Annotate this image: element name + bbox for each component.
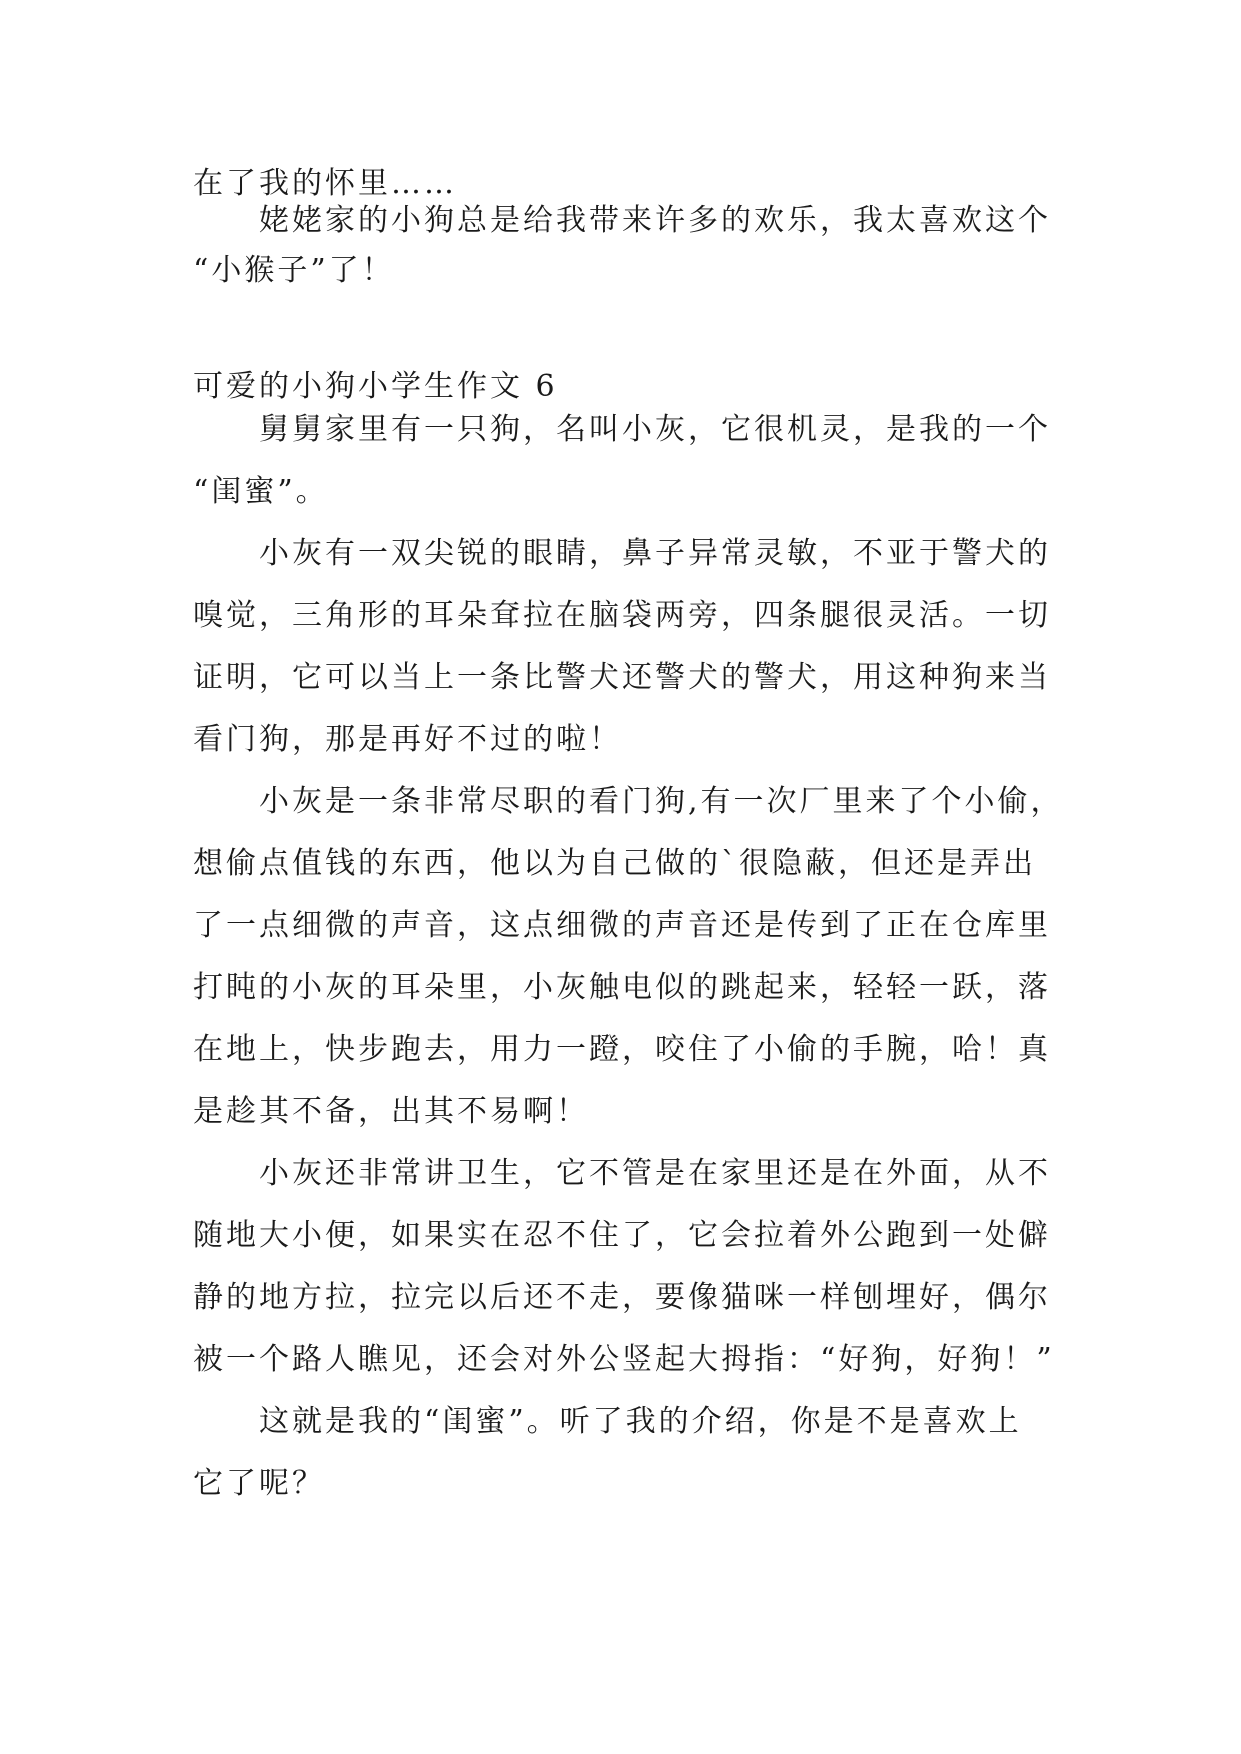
paragraph-2-continued	[193, 585, 1073, 771]
text-line: 小灰是一条非常尽职的看门狗,有一次厂里来了个小偷，	[259, 784, 1064, 819]
text-line: 看门狗，那是再好不过的啦！	[193, 722, 622, 757]
text-line: 在了我的怀里……	[193, 166, 457, 201]
text-line: 随地大小便，如果实在忍不住了，它会拉着外公跑到一处僻	[193, 1218, 1051, 1253]
paragraph-1-continued	[193, 461, 1073, 523]
paragraph-3-continued	[193, 833, 1073, 1143]
text-line: 被一个路人瞧见，还会对外公竖起大拇指：“好狗，好狗！”	[193, 1342, 1055, 1377]
text-line: 姥姥家的小狗总是给我带来许多的欢乐，我太喜欢这个	[259, 203, 1051, 238]
essay-title: 可爱的小狗小学生作文 6	[193, 369, 558, 404]
paragraph-5	[193, 1391, 1073, 1453]
text-line: 嗅觉，三角形的耳朵耷拉在脑袋两旁，四条腿很灵活。一切	[193, 598, 1051, 633]
text-line: 是趁其不备，出其不易啊！	[193, 1094, 589, 1129]
text-line: 了一点细微的声音，这点细微的声音还是传到了正在仓库里	[193, 908, 1051, 943]
text-line: 在地上，快步跑去，用力一蹬，咬住了小偷的手腕，哈！真	[193, 1032, 1051, 1067]
text-line: 打盹的小灰的耳朵里，小灰触电似的跳起来，轻轻一跃，落	[193, 970, 1051, 1005]
text-line: 舅舅家里有一只狗，名叫小灰，它很机灵，是我的一个	[259, 412, 1051, 447]
text-line: 证明，它可以当上一条比警犬还警犬的警犬，用这种狗来当	[193, 660, 1051, 695]
text-line: “小猴子”了！	[193, 253, 395, 288]
paragraph-4-continued	[193, 1205, 1073, 1391]
paragraph-continued	[193, 240, 1073, 302]
text-line: “闺蜜”。	[193, 474, 329, 509]
text-line: 它了呢？	[193, 1466, 325, 1501]
closing-paragraph-continued	[193, 240, 1073, 302]
text-line: 静的地方拉，拉完以后还不走，要像猫咪一样刨埋好，偶尔	[193, 1280, 1051, 1315]
text-line: 这就是我的“闺蜜”。听了我的介绍，你是不是喜欢上	[259, 1404, 1022, 1439]
text-line: 想偷点值钱的东西，他以为自己做的`很隐蔽，但还是弄出	[193, 846, 1036, 881]
paragraph-3	[193, 771, 1073, 833]
essay-body	[193, 399, 1073, 1515]
paragraph-5-continued	[193, 1453, 1073, 1515]
text-line: 小灰有一双尖锐的眼睛，鼻子异常灵敏，不亚于警犬的	[259, 536, 1051, 571]
paragraph-2	[193, 523, 1073, 585]
text-line: 小灰还非常讲卫生，它不管是在家里还是在外面，从不	[259, 1156, 1051, 1191]
paragraph-1	[193, 399, 1073, 461]
paragraph-4	[193, 1143, 1073, 1205]
